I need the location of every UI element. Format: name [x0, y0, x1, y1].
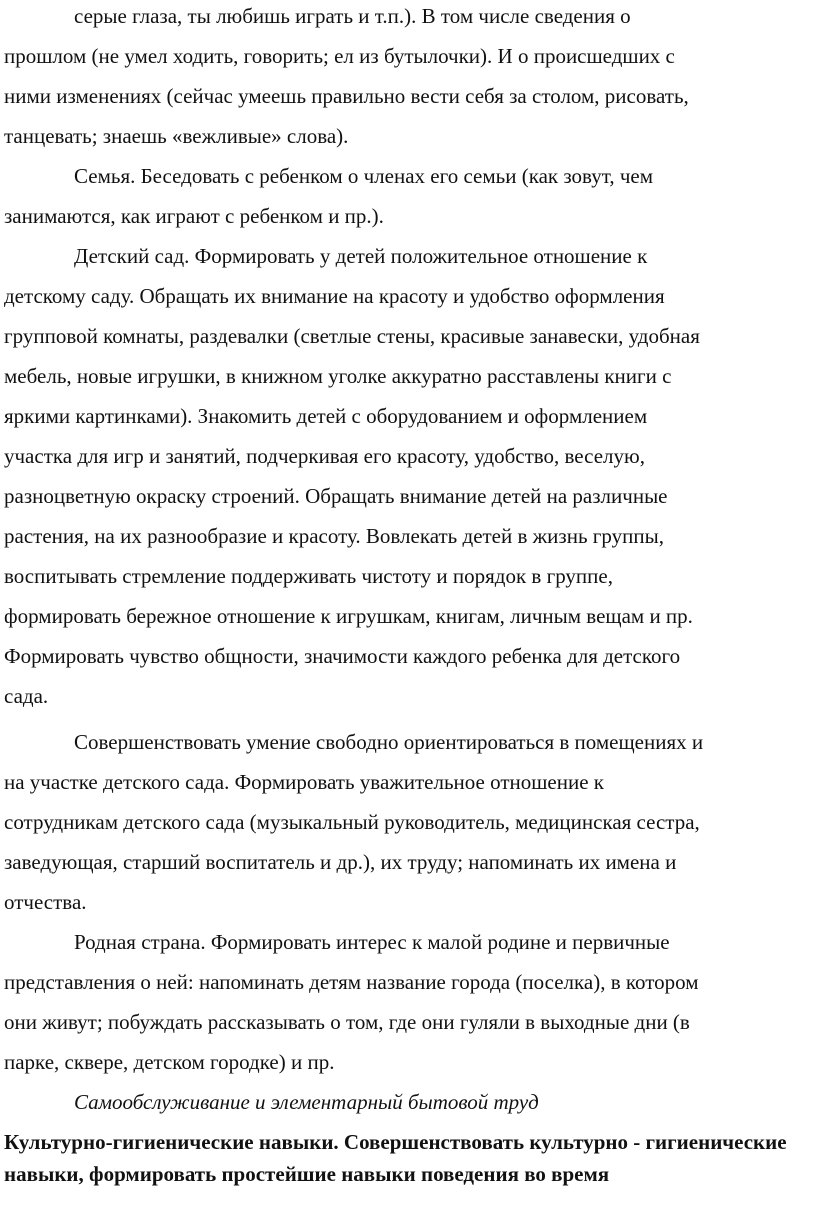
paragraph-kindergarten-line-10: формировать бережное отношение к игрушкам, книгам, личным вещам и пр. [4, 604, 693, 628]
paragraph-hygiene-line-2: навыки, формировать простейшие навыки поведения во время [4, 1162, 610, 1186]
paragraph-orientation-line-4: заведующая, старший воспитатель и др.), их труду; напоминать их имена и [4, 850, 677, 874]
paragraph-kindergarten-line-8: растения, на их разнообразие и красоту. Вовлекать детей в жизнь группы, [4, 524, 664, 548]
paragraph-kindergarten-line-7: разноцветную окраску строений. Обращать внимание детей на различные [4, 484, 668, 508]
paragraph-family-line-1: Семья. Беседовать с ребенком о членах его семьи (как зовут, чем [74, 164, 653, 188]
section-heading-self-service: Самообслуживание и элементарный бытовой труд [74, 1090, 539, 1114]
paragraph-1-line-3: ними изменениях (сейчас умеешь правильно вести себя за столом, рисовать, [4, 84, 689, 108]
paragraph-kindergarten-line-4: мебель, новые игрушки, в книжном уголке аккуратно расставлены книги с [4, 364, 672, 388]
paragraph-homeland-line-3: они живут; побуждать рассказывать о том, где они гуляли в выходные дни (в [4, 1010, 690, 1034]
paragraph-homeland-line-4: парке, сквере, детском городке) и пр. [4, 1050, 335, 1074]
paragraph-kindergarten-line-3: групповой комнаты, раздевалки (светлые стены, красивые занавески, удобная [4, 324, 700, 348]
paragraph-kindergarten-line-9: воспитывать стремление поддерживать чистоту и порядок в группе, [4, 564, 613, 588]
paragraph-orientation-line-5: отчества. [4, 890, 87, 914]
paragraph-kindergarten-line-2: детскому саду. Обращать их внимание на красоту и удобство оформления [4, 284, 665, 308]
paragraph-kindergarten-line-5: яркими картинками). Знакомить детей с оборудованием и оформлением [4, 404, 648, 428]
paragraph-hygiene-line-1: Культурно-гигиенические навыки. Совершенствовать культурно - гигиенические [4, 1130, 787, 1154]
paragraph-kindergarten-line-12: сада. [4, 684, 49, 708]
paragraph-1-line-1: серые глаза, ты любишь играть и т.п.). В том числе сведения о [74, 4, 631, 28]
paragraph-1-line-4: танцевать; знаешь «вежливые» слова). [4, 124, 349, 148]
paragraph-kindergarten-line-11: Формировать чувство общности, значимости каждого ребенка для детского [4, 644, 681, 668]
paragraph-orientation-line-1: Совершенствовать умение свободно ориентироваться в помещениях и [74, 730, 704, 754]
paragraph-homeland-line-1: Родная страна. Формировать интерес к малой родине и первичные [74, 930, 670, 954]
paragraph-kindergarten-line-6: участка для игр и занятий, подчеркивая его красоту, удобство, веселую, [4, 444, 645, 468]
paragraph-family-line-2: занимаются, как играют с ребенком и пр.). [4, 204, 384, 228]
paragraph-orientation-line-3: сотрудникам детского сада (музыкальный руководитель, медицинская сестра, [4, 810, 700, 834]
paragraph-1-line-2: прошлом (не умел ходить, говорить; ел из бутылочки). И о происшедших с [4, 44, 675, 68]
paragraph-kindergarten-line-1: Детский сад. Формировать у детей положительное отношение к [74, 244, 648, 268]
paragraph-homeland-line-2: представления о ней: напоминать детям название города (поселка), в котором [4, 970, 699, 994]
paragraph-orientation-line-2: на участке детского сада. Формировать уважительное отношение к [4, 770, 605, 794]
